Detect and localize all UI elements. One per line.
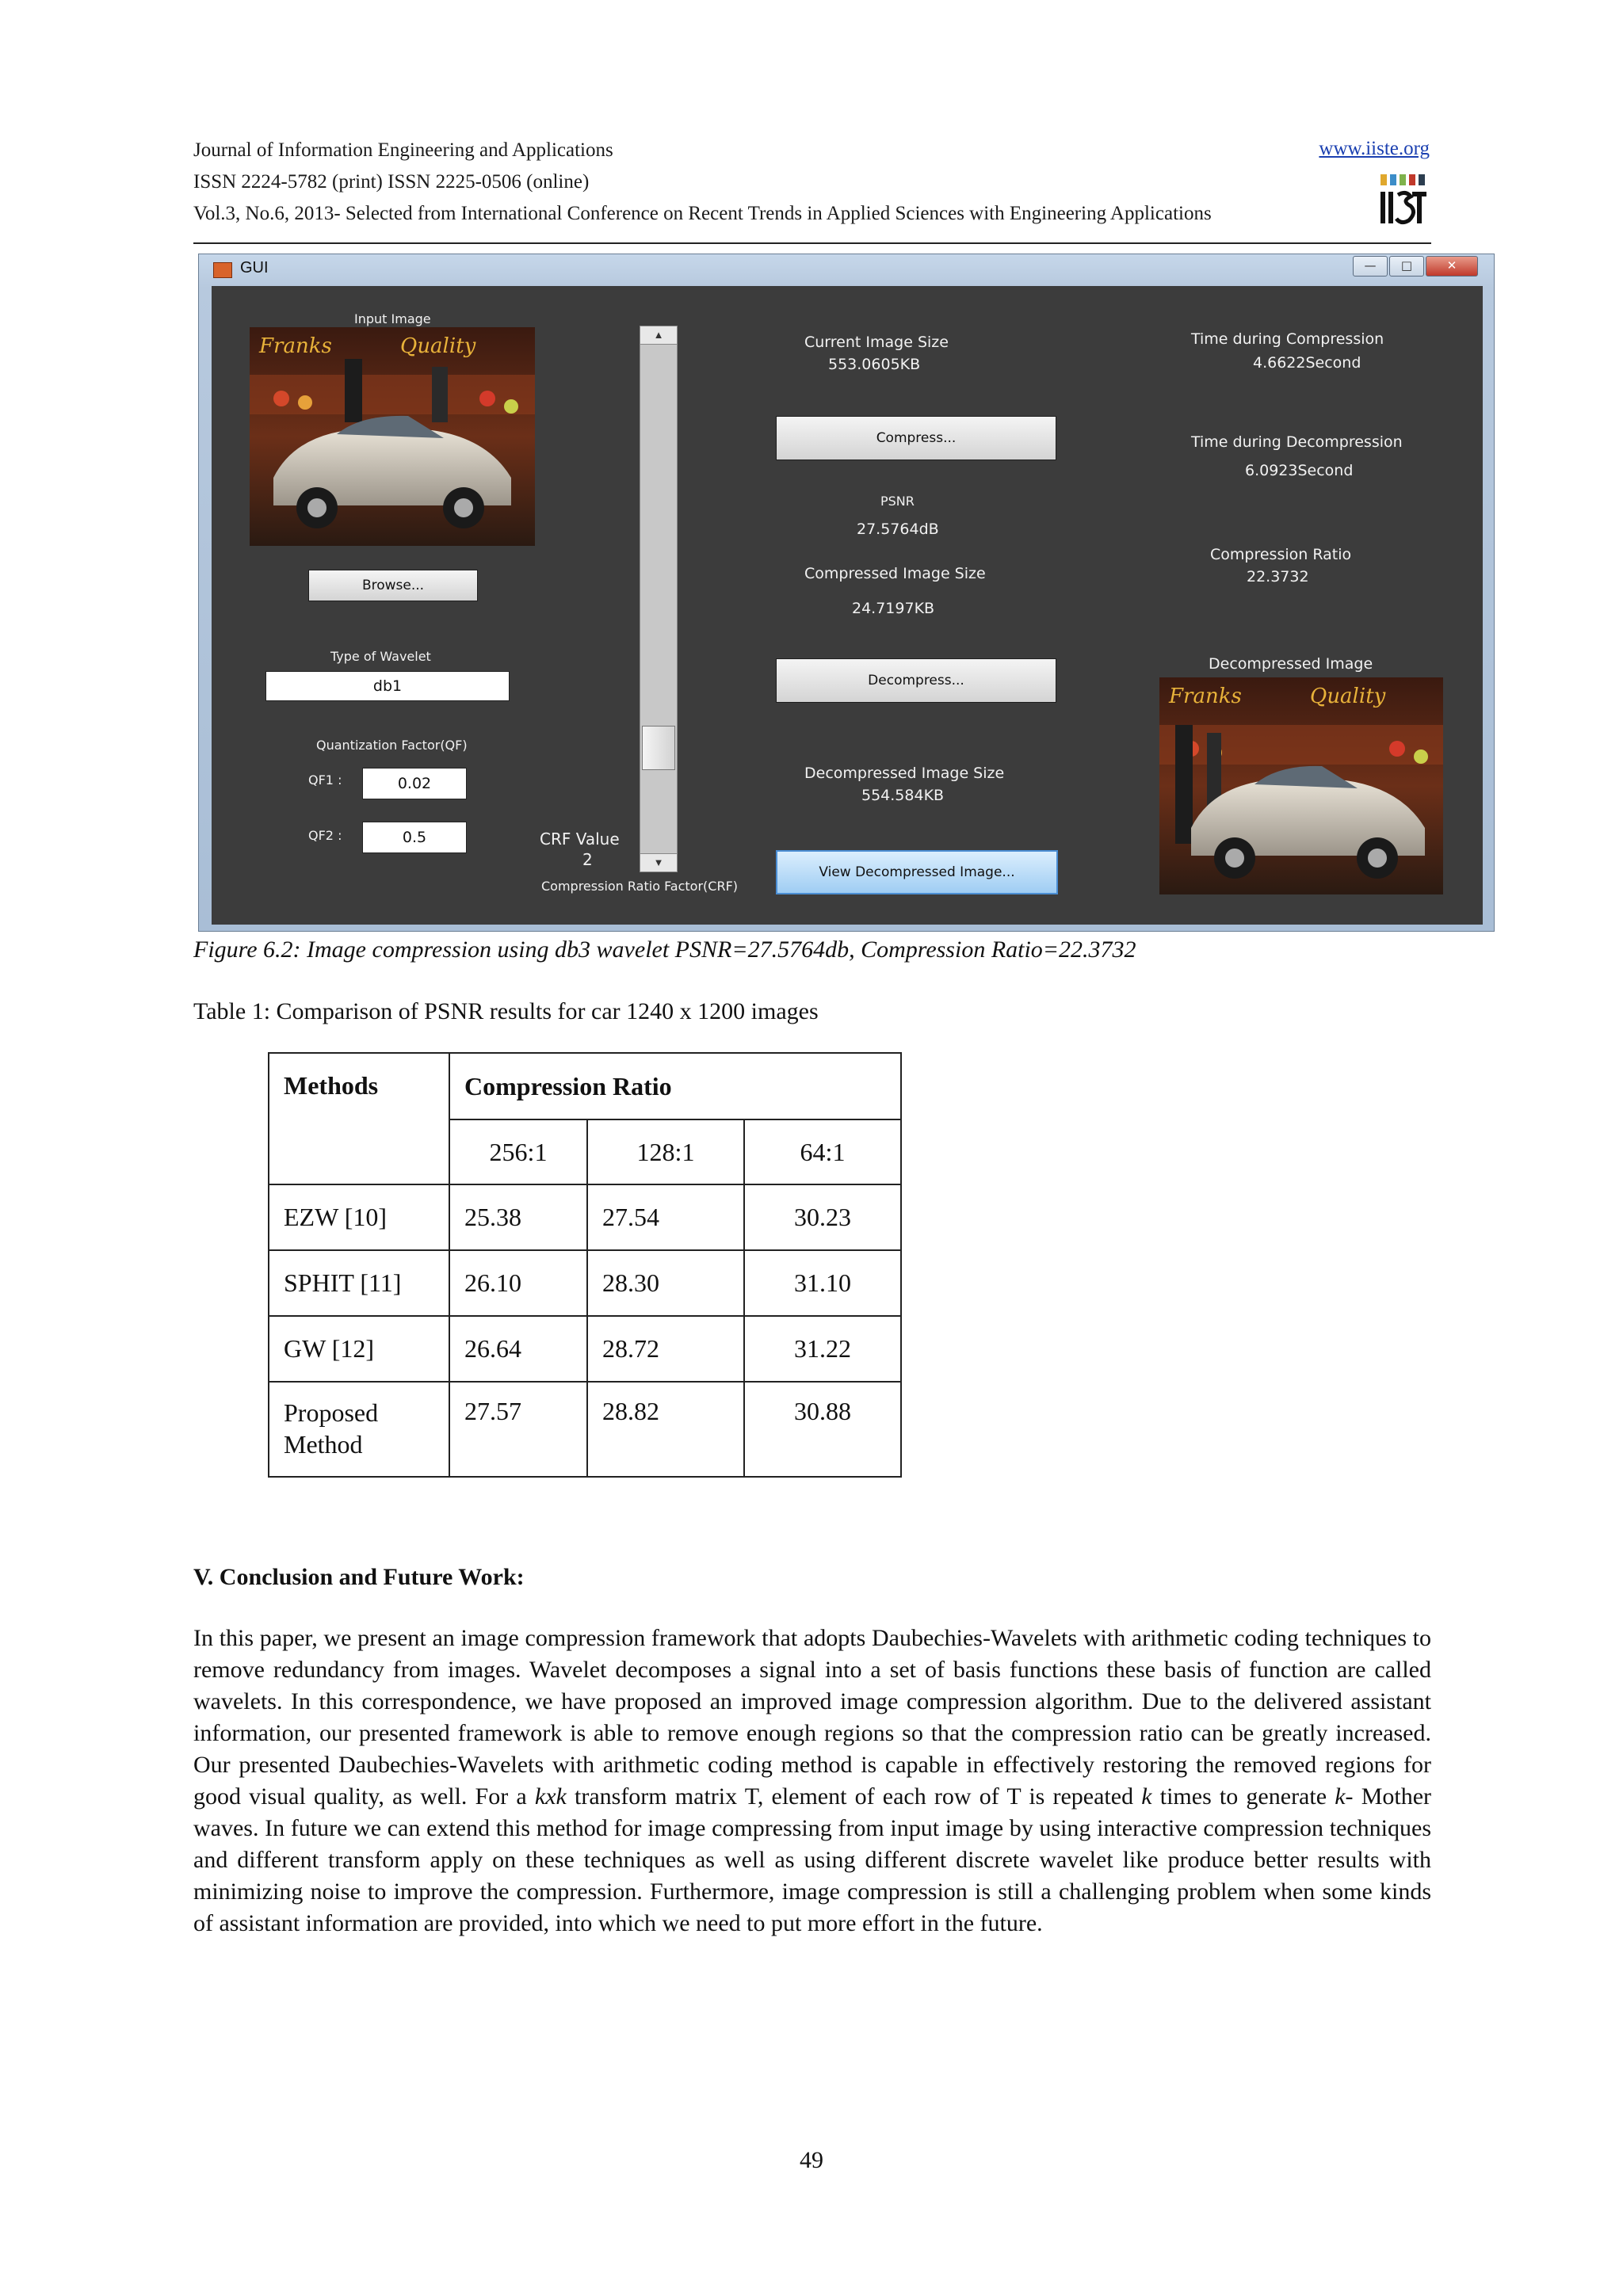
journal-title: Journal of Information Engineering and Applications bbox=[193, 139, 613, 161]
gui-window bbox=[198, 254, 1495, 932]
crf-value-label: CRF Value bbox=[540, 830, 620, 849]
table-row bbox=[269, 1250, 901, 1316]
value-cell: 30.88 bbox=[744, 1382, 901, 1477]
method-cell: EZW [10] bbox=[269, 1184, 449, 1250]
psnr-value: 27.5764dB bbox=[857, 521, 939, 538]
compression-ratio-value: 22.3732 bbox=[1247, 568, 1309, 585]
svg-text:Franks: Franks bbox=[259, 334, 332, 358]
matlab-icon bbox=[213, 262, 232, 278]
volume-line: Vol.3, No.6, 2013- Selected from International Conference on Recent Trends in Applied Sciences with Engineering Applications bbox=[193, 203, 1212, 224]
method-cell: SPHIT [11] bbox=[269, 1250, 449, 1316]
gui-panel bbox=[212, 286, 1483, 925]
value-cell: 28.82 bbox=[587, 1382, 744, 1477]
psnr-comparison-table bbox=[268, 1052, 902, 1478]
iiste-logo bbox=[1379, 171, 1430, 228]
section-title: V. Conclusion and Future Work: bbox=[193, 1564, 525, 1590]
value-cell: 27.54 bbox=[587, 1184, 744, 1250]
wavelet-type-label: Type of Wavelet bbox=[330, 649, 431, 664]
qf1-label: QF1 : bbox=[308, 772, 342, 788]
ratio-header-cell: 256:1 bbox=[449, 1119, 587, 1184]
ratio-header-cell: 64:1 bbox=[744, 1119, 901, 1184]
svg-text:Franks: Franks bbox=[1169, 685, 1242, 708]
header-rule bbox=[193, 242, 1431, 244]
crf-caption: Compression Ratio Factor(CRF) bbox=[541, 879, 739, 894]
conclusion-paragraph: In this paper, we present an image compression framework that adopts Daubechies-Wavelets with arithmetic coding techniques to remove redundancy from images. Wavelet decomposes a signal into a set of basis functions these basis of function are called wavelets. In this correspondence, we have proposed an improved image compression algorithm. Due to the delivered assistant information, our presented framework is able to remove enough regions so that the compression ratio can be greatly increased. Our presented Daubechies-Wavelets with arithmetic coding method is capable in effectively restoring the removed regions for good visual quality, as well. For a kxk transform matrix T, element of each row of T is repeated k times to generate k- Mother waves. In future we can extend this method for image compressing from input image by using interactive compression techniques and different transform apply on these techniques as well as using different discrete wavelet like produce better results with minimizing noise to improve the compression. Furthermore, image compression is still a challenging problem when some kinds of assistant information are provided, into which we need to put more effort in the future. bbox=[193, 1625, 1432, 1936]
table-row bbox=[269, 1184, 901, 1250]
input-image-label: Input Image bbox=[354, 311, 431, 326]
time-compress-label: Time during Compression bbox=[1191, 330, 1384, 348]
svg-text:Quality: Quality bbox=[1310, 685, 1386, 708]
table-caption: Table 1: Comparison of PSNR results for car 1240 x 1200 images bbox=[193, 998, 819, 1024]
browse-button[interactable]: Browse... bbox=[308, 570, 478, 601]
decompressed-image-label: Decompressed Image bbox=[1209, 655, 1373, 673]
value-cell: 28.72 bbox=[587, 1316, 744, 1382]
compression-ratio-header: Compression Ratio bbox=[449, 1053, 901, 1119]
value-cell: 28.30 bbox=[587, 1250, 744, 1316]
value-cell: 30.23 bbox=[744, 1184, 901, 1250]
current-size-label: Current Image Size bbox=[804, 334, 949, 351]
psnr-label: PSNR bbox=[880, 494, 915, 509]
qf2-label: QF2 : bbox=[308, 828, 342, 843]
wavelet-type-field[interactable]: db1 bbox=[265, 671, 510, 701]
method-cell: GW [12] bbox=[269, 1316, 449, 1382]
current-size-value: 553.0605KB bbox=[828, 356, 921, 373]
close-button[interactable]: ✕ bbox=[1426, 256, 1478, 277]
value-cell: 26.64 bbox=[449, 1316, 587, 1382]
window-titlebar bbox=[199, 254, 1494, 286]
compressed-size-label: Compressed Image Size bbox=[804, 565, 986, 582]
compression-ratio-label: Compression Ratio bbox=[1210, 546, 1352, 563]
value-cell: 27.57 bbox=[449, 1382, 587, 1477]
decompress-button[interactable]: Decompress... bbox=[776, 658, 1056, 703]
qf1-input[interactable]: 0.02 bbox=[362, 768, 467, 799]
issn-line: ISSN 2224-5782 (print) ISSN 2225-0506 (online) bbox=[193, 171, 590, 193]
crf-value: 2 bbox=[582, 850, 593, 869]
time-compress-value: 4.6622Second bbox=[1253, 354, 1361, 372]
compress-button[interactable]: Compress... bbox=[776, 416, 1056, 460]
journal-url-link[interactable]: www.iiste.org bbox=[1319, 138, 1430, 159]
ratio-header-cell: 128:1 bbox=[587, 1119, 744, 1184]
window-title: GUI bbox=[240, 259, 269, 277]
qf2-input[interactable]: 0.5 bbox=[362, 822, 467, 853]
decompressed-image bbox=[1159, 677, 1443, 894]
slider-up-arrow[interactable]: ▲ bbox=[640, 326, 677, 345]
crf-slider[interactable] bbox=[640, 326, 678, 872]
input-image bbox=[250, 327, 535, 546]
decompressed-size-label: Decompressed Image Size bbox=[804, 765, 1005, 782]
time-decompress-value: 6.0923Second bbox=[1245, 462, 1354, 479]
slider-thumb[interactable] bbox=[642, 726, 675, 770]
page-number: 49 bbox=[800, 2147, 823, 2173]
time-decompress-label: Time during Decompression bbox=[1191, 433, 1403, 451]
value-cell: 25.38 bbox=[449, 1184, 587, 1250]
view-decompressed-button[interactable]: View Decompressed Image... bbox=[776, 850, 1058, 894]
value-cell: 31.22 bbox=[744, 1316, 901, 1382]
table-row bbox=[269, 1382, 901, 1477]
value-cell: 26.10 bbox=[449, 1250, 587, 1316]
value-cell: 31.10 bbox=[744, 1250, 901, 1316]
figure-caption: Figure 6.2: Image compression using db3 wavelet PSNR=27.5764db, Compression Ratio=22.3732 bbox=[193, 936, 1136, 963]
decompressed-size-value: 554.584KB bbox=[861, 787, 945, 804]
method-cell: Proposed Method bbox=[269, 1382, 449, 1477]
compressed-size-value: 24.7197KB bbox=[852, 600, 935, 617]
table-row bbox=[269, 1316, 901, 1382]
slider-down-arrow[interactable]: ▼ bbox=[640, 853, 677, 871]
minimize-button[interactable]: — bbox=[1353, 256, 1388, 277]
methods-header: Methods bbox=[269, 1053, 449, 1184]
maximize-button[interactable]: □ bbox=[1389, 256, 1424, 277]
qf-label: Quantization Factor(QF) bbox=[316, 738, 468, 753]
svg-text:Quality: Quality bbox=[400, 334, 476, 358]
